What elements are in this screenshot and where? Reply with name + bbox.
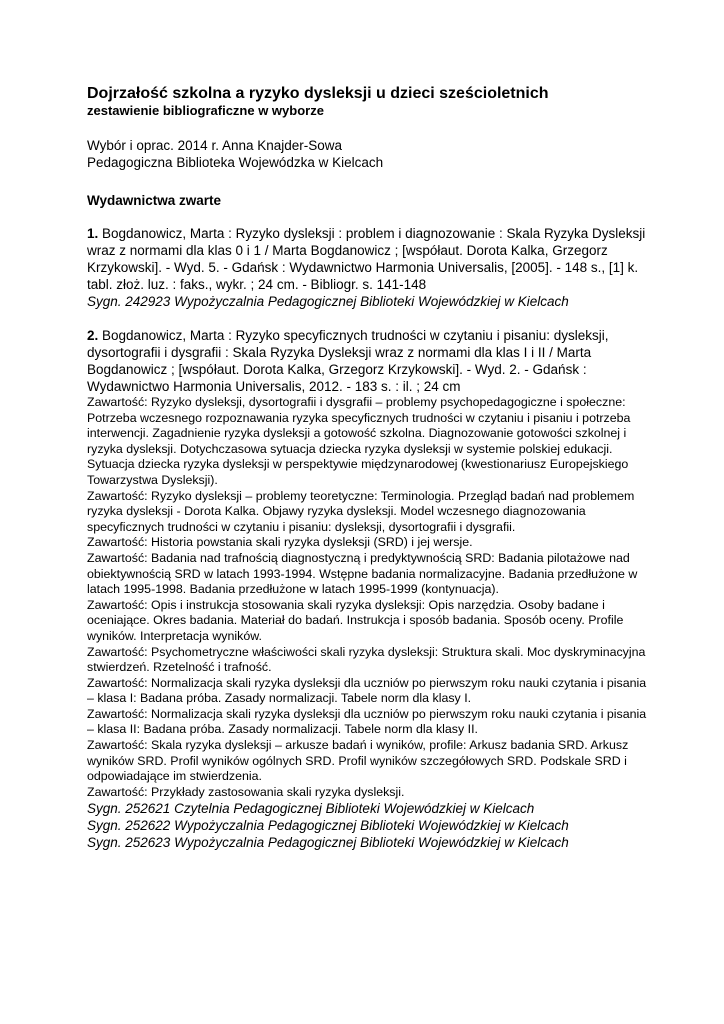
bibliography-entry-2 [87, 327, 647, 851]
contents-line: Zawartość: Skala ryzyka dysleksji – arkusze badań i wyników, profile: Arkusz badania SRD. Arkusz wyników SRD. Profil wyników ogólnych SRD. Profil wyników szczegółowych SRD. Podskale SRD i odpowiadające im stwierdzenia. [87, 738, 629, 784]
contents-line: Zawartość: Normalizacja skali ryzyka dysleksji dla uczniów po pierwszym roku nauki czytania i pisania – klasa II: Badana próba. Zasady normalizacji. Tabele norm dla klasy II. [87, 706, 647, 737]
bibliography-entry-1 [87, 225, 647, 310]
contents-line: Zawartość: Ryzyko dysleksji, dysortografii i dysgrafii – problemy psychopedagogiczne i społeczne: Potrzeba wczesnego rozpoznawania ryzyka specyficznych trudności w czytaniu i pisaniu i potrzeba interwencji. Zagadnienie ryzyka dysleksji a gotowość szkolna. Diagnozowanie gotowości szkolnej i ryzyka dysleksji. Dotychczasowa sytuacja dziecka ryzyka dysleksji w systemie polskiej edukacji. Sytuacja dziecka ryzyka dysleksji w perspektywie międzynarodowej (kwestionariusz Europejskiego Towarzystwa Dysleksji). [87, 395, 631, 487]
compiler-info [87, 137, 647, 171]
contents-line: Zawartość: Normalizacja skali ryzyka dysleksji dla uczniów po pierwszym roku nauki czytania i pisania – klasa I: Badana próba. Zasady normalizacji. Tabele norm dla klasy I. [87, 675, 647, 706]
entry-citation [87, 327, 647, 395]
document-subtitle: zestawienie bibliograficzne w wyborze [87, 103, 324, 118]
contents-line: Zawartość: Opis i instrukcja stosowania skali ryzyka dysleksji: Opis narzędzia. Osoby badane i oceniające. Okres badania. Materiał do badań. Instrukcja i sposób badania. Sposób oceny. Profile wyników. Interpretacja wyników. [87, 597, 624, 643]
entry-signature: Sygn. 252621 Czytelnia Pedagogicznej Biblioteki Wojewódzkiej w Kielcach [87, 801, 535, 817]
document-title: Dojrzałość szkolna a ryzyko dysleksji u dzieci sześcioletnich [87, 85, 549, 102]
document-page [87, 84, 647, 868]
section-heading: Wydawnictwa zwarte [87, 193, 222, 208]
contents-line: Zawartość: Przykłady zastosowania skali ryzyka dysleksji. [87, 784, 405, 799]
contents-line: Zawartość: Psychometryczne właściwości skali ryzyka dysleksji: Struktura skali. Moc dyskryminacyjna stwierdzeń. Rzetelność i trafność. [87, 644, 646, 675]
entry-citation-text: Bogdanowicz, Marta : Ryzyko specyficznych trudności w czytaniu i pisaniu: dysleksji, dysortografii i dysgrafii : Skala Ryzyka Dysleksji wraz z normami dla klas I i II / Marta Bogdanowicz ; [współaut. Dorota Kalka, Grzegorz Krzykowski]. - Wyd. 2. - Gdańsk : Wydawnictwo Harmonia Universalis, 2012. - 183 s. : il. ; 24 cm [87, 328, 609, 394]
contents-line: Zawartość: Ryzyko dysleksji – problemy teoretyczne: Terminologia. Przegląd badań nad problemem ryzyka dysleksji - Dorota Kalka. Objawy ryzyka dysleksji. Model wczesnego diagnozowania specyficznych trudności w czytaniu i pisaniu: dysleksji, dysortografii i dysgrafii. [87, 488, 635, 534]
contents-line: Zawartość: Historia powstania skali ryzyka dysleksji (SRD) i jej wersje. [87, 535, 473, 550]
entry-number: 2. [87, 328, 99, 343]
compiler-line: Wybór i oprac. 2014 r. Anna Knajder-Sowa [87, 138, 343, 153]
entry-citation [87, 225, 647, 293]
entry-signature: Sygn. 252623 Wypożyczalnia Pedagogicznej Biblioteki Wojewódzkiej w Kielcach [87, 835, 569, 851]
library-line: Pedagogiczna Biblioteka Wojewódzka w Kielcach [87, 155, 384, 170]
entry-signature: Sygn. 252622 Wypożyczalnia Pedagogicznej Biblioteki Wojewódzkiej w Kielcach [87, 818, 569, 834]
contents-line: Zawartość: Badania nad trafnością diagnostyczną i predyktywnością SRD: Badania pilotażowe nad obiektywnością SRD w latach 1993-1994. Wstępne badania normalizacyjne. Badania przedłużone w latach 1995-1998. Badania przedłużone w latach 1995-1999 (kontynuacja). [87, 550, 638, 597]
entry-citation-text: Bogdanowicz, Marta : Ryzyko dysleksji : problem i diagnozowanie : Skala Ryzyka Dysleksji wraz z normami dla klas 0 i 1 / Marta Bogdanowicz ; [współaut. Dorota Kalka, Grzegorz Krzykowski]. - Wyd. 5. - Gdańsk : Wydawnictwo Harmonia Universalis, [2005]. - 148 s., [1] k. tabl. złoż. luz. : faks., wykr. ; 24 cm. - Bibliogr. s. 141-148 [87, 226, 646, 292]
entry-number: 1. [87, 226, 99, 241]
entry-signature: Sygn. 242923 Wypożyczalnia Pedagogicznej Biblioteki Wojewódzkiej w Kielcach [87, 294, 569, 309]
